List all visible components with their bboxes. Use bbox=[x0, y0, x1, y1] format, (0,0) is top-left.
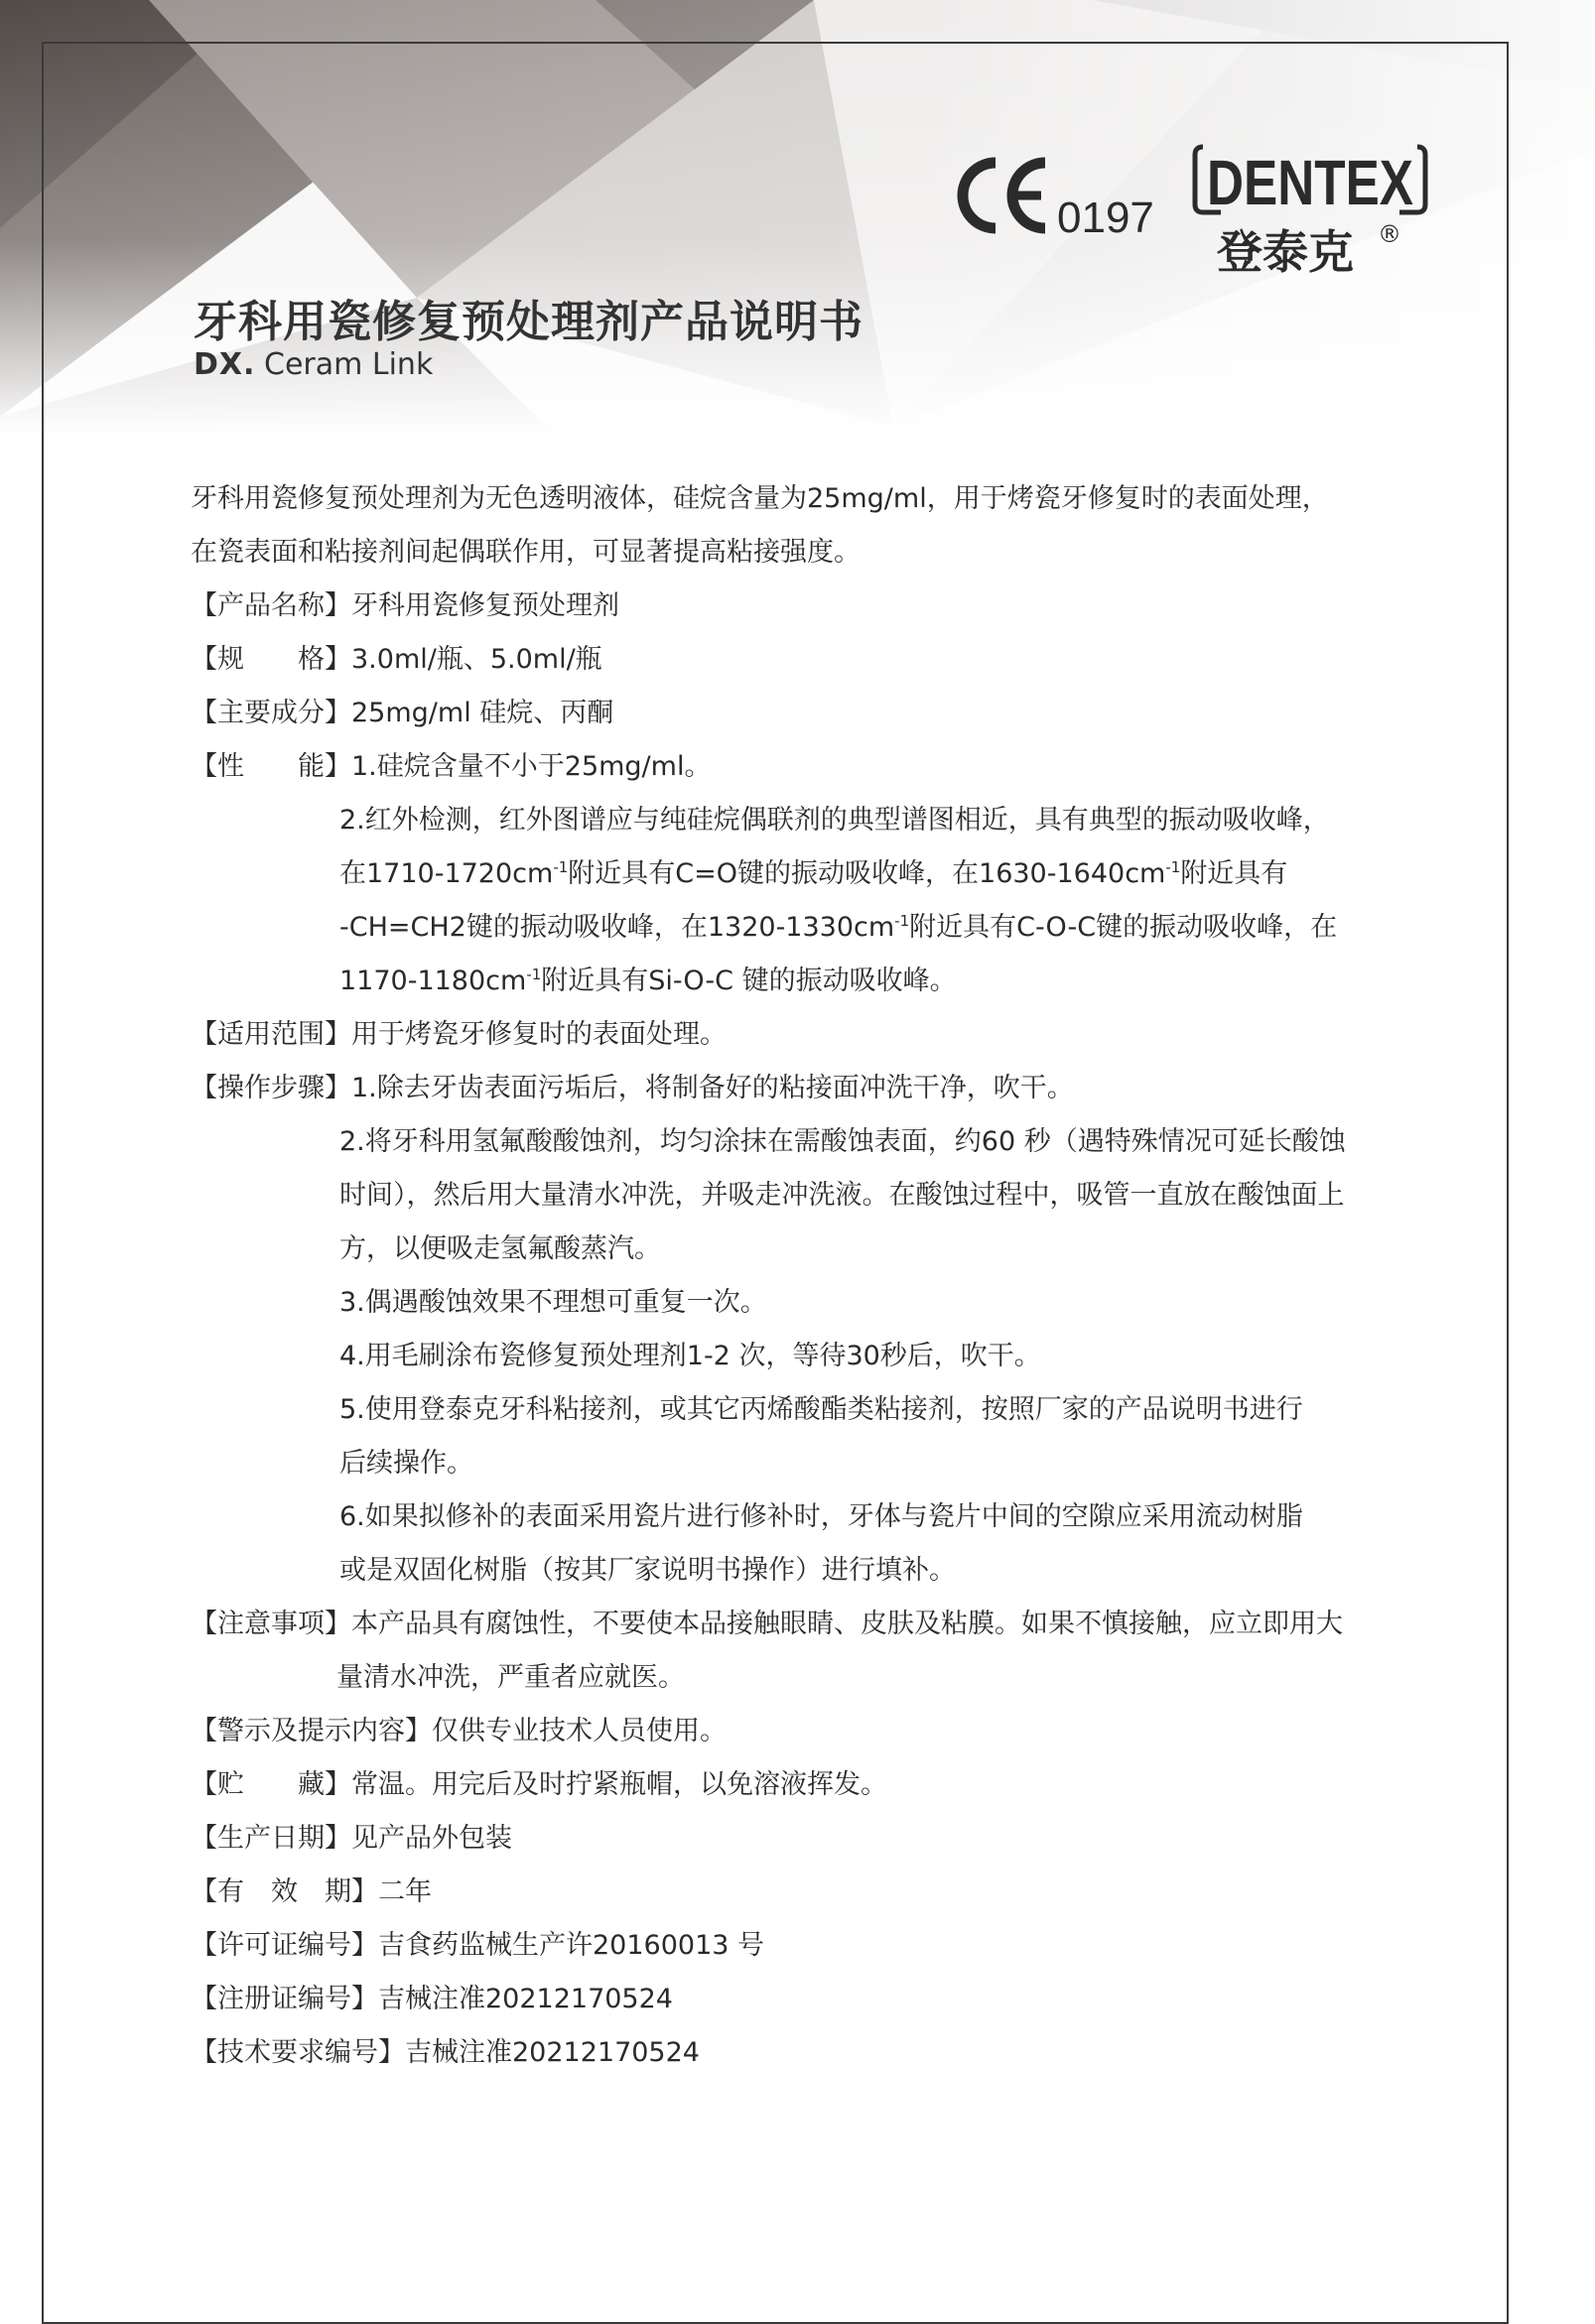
warning-entry bbox=[191, 1705, 1411, 1758]
steps-label: 【操作步骤】 bbox=[191, 1073, 351, 1103]
storage-label: 【贮 藏】 bbox=[191, 1769, 351, 1800]
brand-name-cn: 登泰克 bbox=[1217, 225, 1354, 279]
spec-value: 3.0ml/瓶、5.0ml/瓶 bbox=[351, 644, 602, 675]
product-name-entry bbox=[191, 580, 1411, 633]
validity-label: 【有 效 期】 bbox=[191, 1876, 378, 1907]
step-1: 1.除去牙齿表面污垢后，将制备好的粘接面冲洗干净，吹干。 bbox=[351, 1073, 1074, 1103]
spec-entry bbox=[191, 633, 1411, 687]
notes-entry bbox=[191, 1598, 1411, 1651]
ingredients-label: 【主要成分】 bbox=[191, 698, 351, 728]
product-subtitle: DX. Ceram Link bbox=[194, 347, 434, 382]
performance-label: 【性 能】 bbox=[191, 751, 351, 782]
intro-line-2: 在瓷表面和粘接剂间起偶联作用，可显著提高粘接强度。 bbox=[191, 537, 861, 568]
registration-no-value: 吉械注准20212170524 bbox=[378, 1984, 673, 2014]
warning-value: 仅供专业技术人员使用。 bbox=[432, 1716, 727, 1746]
ingredients-value: 25mg/ml 硅烷、丙酮 bbox=[351, 698, 614, 728]
production-date-value: 见产品外包装 bbox=[351, 1823, 512, 1854]
step-5-line-2: 后续操作。 bbox=[339, 1448, 473, 1479]
license-no-value: 吉食药监械生产许20160013 号 bbox=[378, 1930, 765, 1961]
step-2-line-3: 方，以便吸走氢氟酸蒸汽。 bbox=[339, 1233, 661, 1264]
scope-label: 【适用范围】 bbox=[191, 1019, 351, 1050]
subtitle-name: Ceram Link bbox=[264, 347, 434, 382]
license-no-entry bbox=[191, 1919, 1411, 1973]
step-6-line-2: 或是双固化树脂（按其厂家说明书操作）进行填补。 bbox=[339, 1555, 956, 1586]
steps-entry bbox=[191, 1062, 1411, 1115]
tech-req-no-value: 吉械注准20212170524 bbox=[405, 2037, 700, 2068]
performance-entry bbox=[191, 740, 1411, 794]
performance-item-1: 1.硅烷含量不小于25mg/ml。 bbox=[351, 751, 712, 782]
product-name-label: 【产品名称】 bbox=[191, 590, 351, 621]
step-2-line-2: 时间），然后用大量清水冲洗，并吸走冲洗液。在酸蚀过程中，吸管一直放在酸蚀面上 bbox=[339, 1180, 1345, 1211]
ce-number: 0197 bbox=[1057, 194, 1154, 242]
spec-label: 【规 格】 bbox=[191, 644, 351, 675]
brand-name-en: DENTEX bbox=[1207, 147, 1414, 218]
performance-item-2-line-4: $1170-1180cm^{-1}$附近具有Si-O-C 键的振动吸收峰。 bbox=[339, 966, 957, 996]
performance-item-2-line-3: -CH=CH2键的振动吸收峰，在$1320-1330cm^{-1}$附近具有C-O-C键的振动吸收峰，在 bbox=[339, 912, 1338, 943]
ce-mark-logo bbox=[948, 149, 1161, 243]
performance-item-2-line-2: 在$1710-1720cm^{-1}$附近具有C=O键的振动吸收峰，在$1630-1640cm^{-1}$附近具有 bbox=[339, 858, 1288, 889]
warning-label: 【警示及提示内容】 bbox=[191, 1716, 432, 1746]
step-5-line-1: 5.使用登泰克牙科粘接剂，或其它丙烯酸酯类粘接剂，按照厂家的产品说明书进行 bbox=[339, 1394, 1303, 1425]
step-4: 4.用毛刷涂布瓷修复预处理剂1-2 次，等待30秒后，吹干。 bbox=[339, 1341, 1041, 1371]
step-3: 3.偶遇酸蚀效果不理想可重复一次。 bbox=[339, 1287, 767, 1318]
scope-value: 用于烤瓷牙修复时的表面处理。 bbox=[351, 1019, 727, 1050]
notes-label: 【注意事项】 bbox=[191, 1609, 351, 1639]
intro-line-1: 牙科用瓷修复预处理剂为无色透明液体，硅烷含量为25mg/ml，用于烤瓷牙修复时的表面处理， bbox=[191, 483, 1329, 514]
registered-mark: ® bbox=[1378, 220, 1401, 248]
scope-entry bbox=[191, 1008, 1411, 1062]
registration-no-label: 【注册证编号】 bbox=[191, 1984, 378, 2014]
production-date-entry bbox=[191, 1812, 1411, 1866]
storage-entry bbox=[191, 1758, 1411, 1812]
production-date-label: 【生产日期】 bbox=[191, 1823, 351, 1854]
validity-value: 二年 bbox=[378, 1876, 432, 1907]
product-name-value: 牙科用瓷修复预处理剂 bbox=[351, 590, 619, 621]
tech-req-no-entry bbox=[191, 2026, 1411, 2080]
subtitle-prefix: DX bbox=[194, 347, 244, 382]
instruction-body bbox=[191, 472, 1411, 2080]
notes-line-1: 本产品具有腐蚀性，不要使本品接触眼睛、皮肤及粘膜。如果不慎接触，应立即用大 bbox=[351, 1609, 1343, 1639]
storage-value: 常温。用完后及时拧紧瓶帽，以免溶液挥发。 bbox=[351, 1769, 887, 1800]
registration-no-entry bbox=[191, 1973, 1411, 2026]
notes-line-2: 量清水冲洗，严重者应就医。 bbox=[336, 1662, 685, 1693]
step-6-line-1: 6.如果拟修补的表面采用瓷片进行修补时，牙体与瓷片中间的空隙应采用流动树脂 bbox=[339, 1501, 1303, 1532]
tech-req-no-label: 【技术要求编号】 bbox=[191, 2037, 405, 2068]
dentex-logo bbox=[1191, 139, 1429, 288]
performance-item-2-line-1: 2.红外检测，红外图谱应与纯硅烷偶联剂的典型谱图相近，具有典型的振动吸收峰， bbox=[339, 805, 1330, 836]
step-2-line-1: 2.将牙科用氢氟酸酸蚀剂，均匀涂抹在需酸蚀表面，约60 秒（遇特殊情况可延长酸蚀 bbox=[339, 1126, 1346, 1157]
ingredients-entry bbox=[191, 687, 1411, 740]
validity-entry bbox=[191, 1866, 1411, 1919]
license-no-label: 【许可证编号】 bbox=[191, 1930, 378, 1961]
document-title: 牙科用瓷修复预处理剂产品说明书 bbox=[194, 297, 864, 347]
